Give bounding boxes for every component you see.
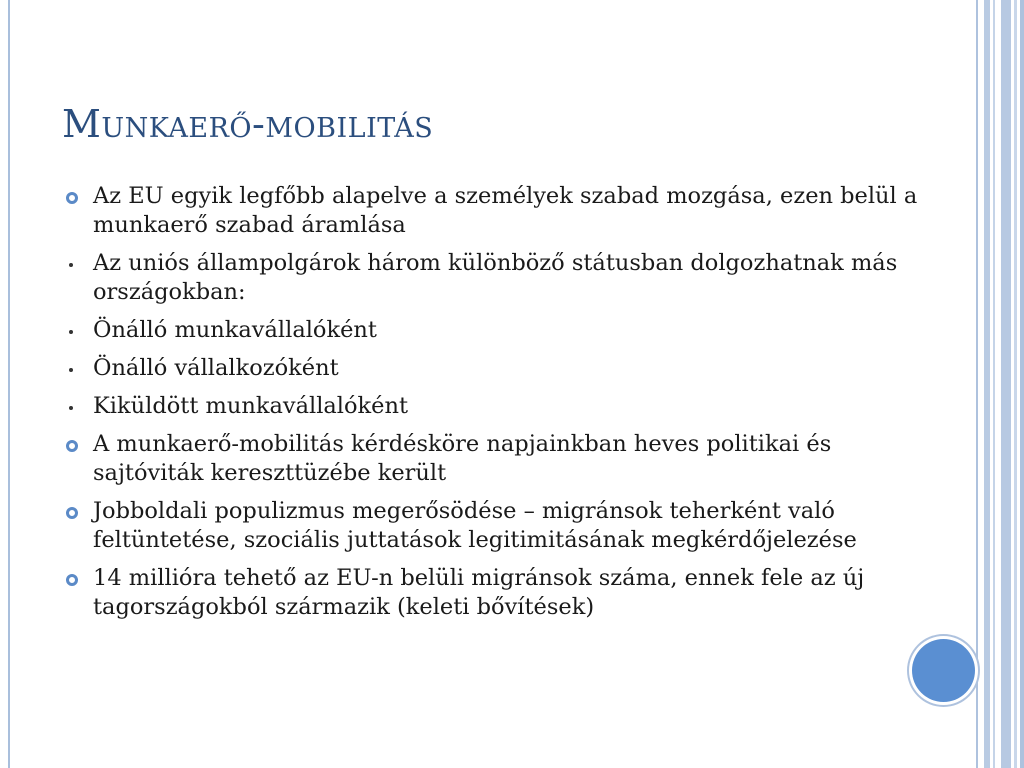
dot-bullet-icon xyxy=(60,249,88,278)
list-item xyxy=(60,182,920,240)
ring-bullet-icon xyxy=(60,564,88,593)
list-item xyxy=(60,392,920,421)
list-item xyxy=(60,354,920,383)
list-item xyxy=(60,497,920,555)
dot-bullet-icon xyxy=(60,392,88,421)
list-item-text: Jobboldali populizmus megerősödése – migránsok teherként való feltüntetése, szociális juttatások legitimitásának megkérdőjelezése xyxy=(93,498,857,553)
right-frame-stripe xyxy=(984,0,990,768)
list-item-text: Az EU egyik legfőbb alapelve a személyek szabad mozgása, ezen belül a munkaerő szabad áramlása xyxy=(93,183,918,238)
left-border-line xyxy=(8,0,10,768)
bullet-list xyxy=(60,182,920,631)
list-item xyxy=(60,316,920,345)
decorative-circle xyxy=(912,639,975,702)
ring-bullet-icon xyxy=(60,430,88,459)
list-item xyxy=(60,249,920,307)
list-item xyxy=(60,430,920,488)
dot-bullet-icon xyxy=(60,354,88,383)
list-item-text: 14 millióra tehető az EU-n belüli migránsok száma, ennek fele az új tagországokból származik (keleti bővítések) xyxy=(93,565,865,620)
list-item-text: Önálló vállalkozóként xyxy=(93,355,339,381)
list-item-text: A munkaerő-mobilitás kérdésköre napjainkban heves politikai és sajtóviták kereszttüzébe került xyxy=(93,431,832,486)
list-item xyxy=(60,564,920,622)
list-item-text: Kiküldött munkavállalóként xyxy=(93,393,409,419)
right-frame-stripe xyxy=(976,0,978,768)
right-frame-stripe xyxy=(1001,0,1011,768)
ring-bullet-icon xyxy=(60,497,88,526)
ring-bullet-icon xyxy=(60,182,88,211)
slide-title: Munkaerő-mobilitás xyxy=(62,102,434,146)
right-frame-stripe xyxy=(1014,0,1017,768)
dot-bullet-icon xyxy=(60,316,88,345)
list-item-text: Önálló munkavállalóként xyxy=(93,317,377,343)
right-frame-stripe xyxy=(1020,0,1024,768)
list-item-text: Az uniós állampolgárok három különböző státusban dolgozhatnak más országokban: xyxy=(93,250,898,305)
right-frame-stripe xyxy=(993,0,995,768)
